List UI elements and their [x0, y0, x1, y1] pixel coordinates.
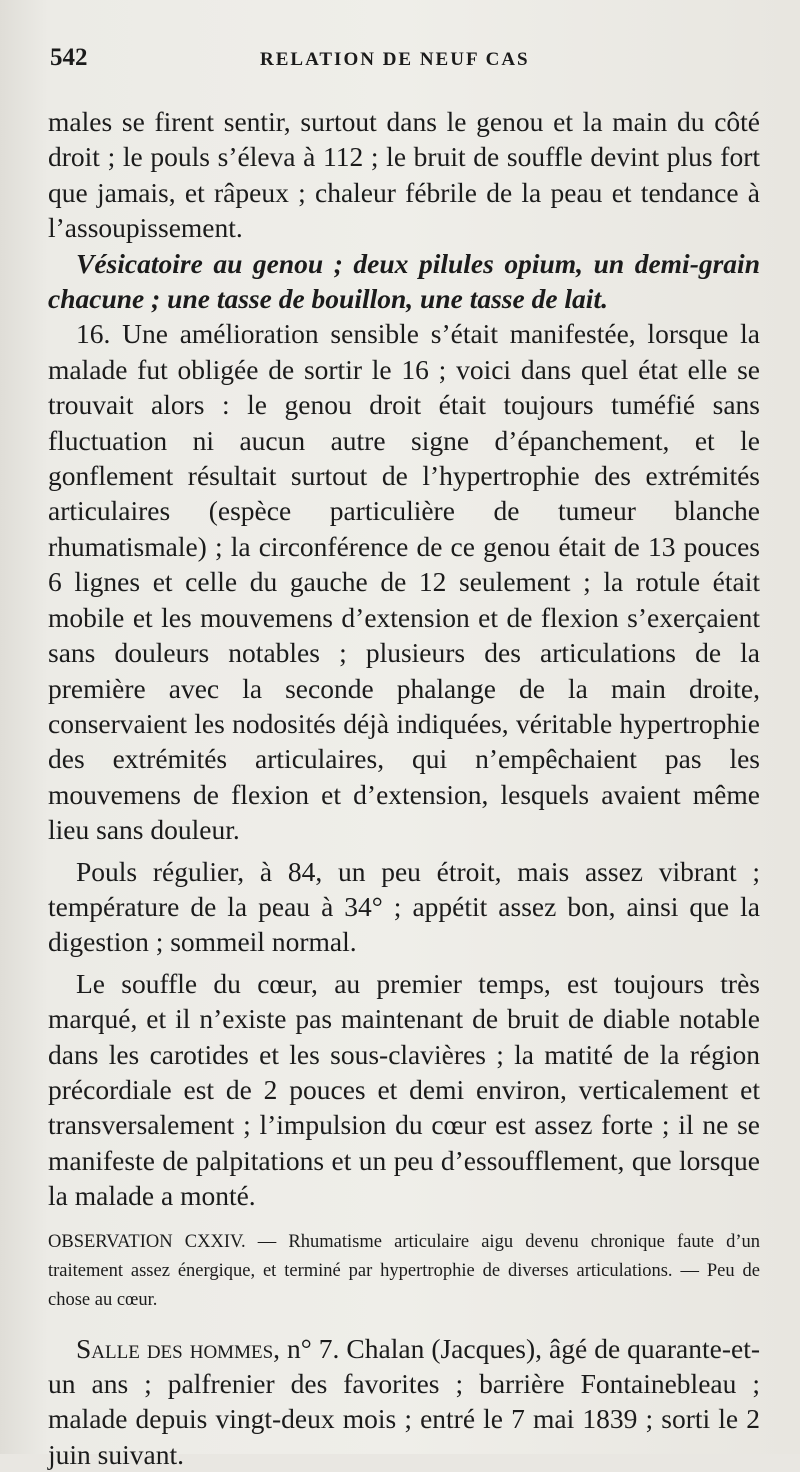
case-entry — [48, 1331, 760, 1472]
prescription-line: Vésicatoire au genou ; deux pilules opium, un demi-grain chacune ; une tasse de bouillon, une tasse de lait. — [48, 247, 760, 315]
page-header — [48, 44, 760, 84]
paragraph-continuation: males se firent sentir, surtout dans le genou et la main du côté droit ; le pouls s’éleva à 112 ; le bruit de souffle devint plus fort que jamais, et râpeux ; chaleur fébrile de la peau et tendance à l’assoupissement. — [48, 106, 760, 244]
ward-name: Salle des hommes — [76, 1332, 274, 1364]
page-number: 542 — [50, 44, 88, 71]
observation-heading — [48, 1228, 760, 1315]
running-title: RELATION DE NEUF CAS — [260, 49, 530, 70]
paragraph-day-16: 16. Une amélioration sensible s’était manifestée, lorsque la malade fut obligée de sortir le 16 ; voici dans quel état elle se trouvait alors : le genou droit était toujours tuméfié sans fluctuation ni aucun autre signe d’épanchement, et le gonflement résultait surtout de l’hypertrophie des extrémités articulaires (espèce particulière de tumeur blanche rhumatismale) ; la circonférence de ce genou était de 13 pouces 6 lignes et celle du gauche de 12 seulement ; la rotule était mobile et les mouvemens d’extension et de flexion s’exerçaient sans douleurs notables ; plusieurs des articulations de la première avec la seconde phalange de la main droite, conservaient les nodosités déjà indiquées, véritable hypertrophie des extrémités articulaires, qui n’empêchaient pas les mouvemens de flexion et d’extension, lesquels avaient même lieu sans douleur. — [48, 318, 760, 846]
paragraph-heart: Le souffle du cœur, au premier temps, est toujours très marqué, et il n’existe pas maintenant de bruit de diable notable dans les carotides et les sous-clavières ; la matité de la région précordiale est de 2 pouces et demi environ, verticalement et transversalement ; l’impulsion du cœur est assez forte ; il ne se manifeste de palpitations et un peu d’essoufflement, que lorsque la malade a monté. — [48, 967, 760, 1212]
body-text — [48, 104, 760, 1472]
case-entry-text: , n° 7. Chalan (Jacques), âgé de quarante-et-un ans ; palfrenier des favorites ; barrière Fontainebleau ; malade depuis vingt-deux mois ; entré le 7 mai 1839 ; sorti le 2 juin suivant. — [48, 1332, 760, 1470]
observation-summary: — Rhumatisme articulaire aigu devenu chronique faute d’un traitement assez énergique, et terminé par hypertrophie de diverses articulations. — Peu de chose au cœur. — [48, 1231, 760, 1310]
paragraph-pulse: Pouls régulier, à 84, un peu étroit, mais assez vibrant ; température de la peau à 34° ; appétit assez bon, ainsi que la digestion ; sommeil normal. — [48, 855, 760, 958]
observation-label: OBSERVATION CXXIV. — [48, 1231, 246, 1252]
